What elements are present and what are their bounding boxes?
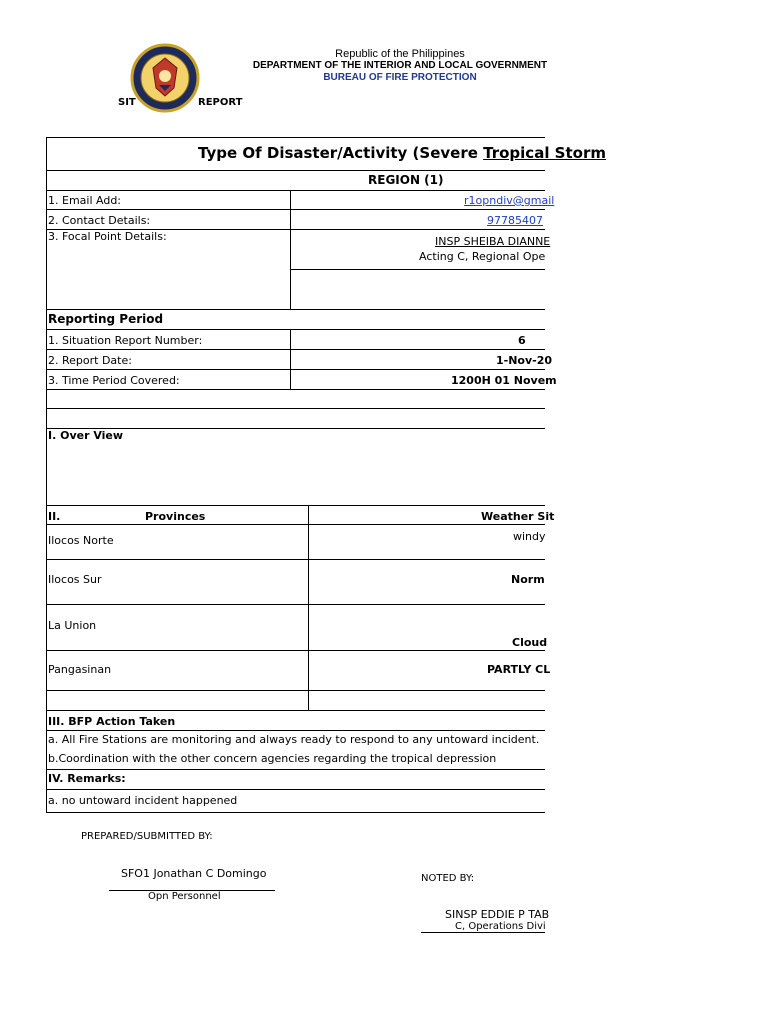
noted-by-name: SINSP EDDIE P TAB bbox=[445, 908, 550, 921]
weather-header: Weather Sit bbox=[481, 510, 555, 523]
header-bureau: BUREAU OF FIRE PROTECTION bbox=[323, 72, 477, 83]
email-label: 1. Email Add: bbox=[48, 194, 122, 207]
prepared-by-name: SFO1 Jonathan C Domingo bbox=[121, 867, 267, 880]
disaster-type-prefix: Type Of Disaster/Activity (Severe bbox=[198, 144, 484, 162]
weather-cell: Cloud bbox=[512, 636, 548, 649]
report-date-value: 1-Nov-20 bbox=[496, 354, 553, 367]
province-cell: Pangasinan bbox=[48, 663, 112, 676]
time-period-label: 3. Time Period Covered: bbox=[48, 374, 180, 387]
section-ii-label: II. bbox=[48, 510, 61, 523]
email-link[interactable]: r1opndiv@gmail bbox=[464, 194, 555, 207]
focal-label: 3. Focal Point Details: bbox=[48, 230, 167, 243]
focal-position: Acting C, Regional Ope bbox=[419, 250, 546, 263]
noted-by-label: NOTED BY: bbox=[421, 873, 475, 884]
time-period-value: 1200H 01 Novem bbox=[451, 374, 557, 387]
remarks-heading: IV. Remarks: bbox=[48, 772, 126, 785]
reporting-period-heading: Reporting Period bbox=[48, 312, 164, 326]
report-date-label: 2. Report Date: bbox=[48, 354, 132, 367]
overview-heading: I. Over View bbox=[48, 429, 124, 442]
report-title-left: SIT bbox=[118, 97, 136, 108]
contact-link[interactable]: 97785407 bbox=[487, 214, 543, 227]
province-cell: La Union bbox=[48, 619, 97, 632]
action-item-b: b.Coordination with the other concern agencies regarding the tropical depression bbox=[48, 752, 497, 765]
weather-cell: Norm bbox=[511, 573, 545, 586]
focal-name: INSP SHEIBA DIANNE bbox=[435, 235, 551, 248]
report-number-label: 1. Situation Report Number: bbox=[48, 334, 203, 347]
report-title-right: REPORT bbox=[198, 97, 243, 108]
province-cell: Ilocos Norte bbox=[48, 534, 114, 547]
contact-label: 2. Contact Details: bbox=[48, 214, 151, 227]
weather-cell: PARTLY CL bbox=[487, 663, 551, 676]
actions-heading: III. BFP Action Taken bbox=[48, 715, 176, 728]
provinces-header: Provinces bbox=[145, 510, 206, 523]
noted-by-position: C, Operations Divi bbox=[455, 921, 546, 932]
weather-cell: windy bbox=[513, 530, 546, 543]
report-number-value: 6 bbox=[518, 334, 526, 347]
region-label: REGION (1) bbox=[368, 173, 444, 187]
action-item-a: a. All Fire Stations are monitoring and always ready to respond to any untoward incident. bbox=[48, 733, 540, 746]
header-department: DEPARTMENT OF THE INTERIOR AND LOCAL GOVERNMENT bbox=[252, 60, 548, 71]
remark-item-a: a. no untoward incident happened bbox=[48, 794, 238, 807]
prepared-by-position: Opn Personnel bbox=[148, 891, 221, 902]
header-country: Republic of the Philippines bbox=[335, 48, 465, 60]
province-cell: Ilocos Sur bbox=[48, 573, 102, 586]
prepared-by-label: PREPARED/SUBMITTED BY: bbox=[81, 831, 213, 842]
disaster-type-title bbox=[198, 144, 606, 162]
disaster-type-name: Tropical Storm bbox=[483, 144, 606, 162]
